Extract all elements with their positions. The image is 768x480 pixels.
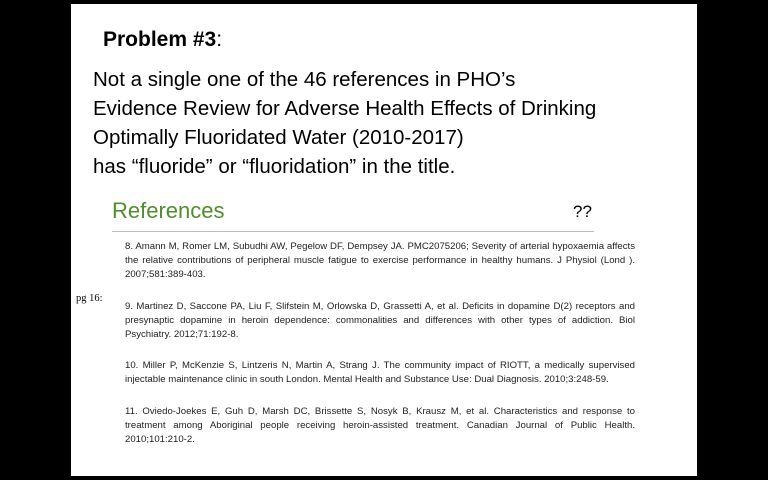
statement-line: Optimally Fluoridated Water (2010-2017) [93, 126, 464, 149]
heading-divider [112, 231, 594, 232]
statement-line: Evidence Review for Adverse Health Effects of Drinking [93, 97, 597, 120]
reference-list [125, 240, 635, 464]
reference-item: 11. Oviedo-Joekes E, Guh D, Marsh DC, Brissette S, Nosyk B, Krausz M, et al. Characteristics and response to treatment among Aboriginal people receiving heroin-assisted treatment. Canadian Journal of Public Health. 2010;101:210-2. [125, 405, 635, 446]
reference-item: 9. Martinez D, Saccone PA, Liu F, Slifstein M, Orlowska D, Grassetti A, et al. Deficits in dopamine D(2) receptors and presynaptic dopamine in heroin dependence: commonalities and differences with other types of addiction. Biol Psychiatry. 2012;71:192-8. [125, 300, 635, 341]
title-colon: : [216, 28, 223, 51]
problem-statement [93, 65, 693, 181]
slide [71, 4, 697, 476]
statement-line: has “fluoride” or “fluoridation” in the title. [93, 155, 456, 178]
page-label: pg 16: [76, 293, 103, 304]
references-heading: References [112, 198, 225, 223]
statement-line: Not a single one of the 46 references in PHO’s [93, 68, 516, 91]
title-bold: Problem #3 [103, 28, 217, 51]
reference-item: 10. Miller P, McKenzie S, Lintzeris N, Martin A, Strang J. The community impact of RIOTT, a medically supervised injectable maintenance clinic in south London. Mental Health and Substance Use: Dual Diagnosis. 2010;3:248-59. [125, 360, 635, 386]
slide-title [103, 28, 222, 52]
question-marks: ?? [573, 202, 592, 221]
reference-item: 8. Amann M, Romer LM, Subudhi AW, Pegelow DF, Dempsey JA. PMC2075206; Severity of arterial hypoxaemia affects the relative contributions of peripheral muscle fatigue to exercise performance in healthy humans. J Physiol (Lond ). 2007;581:389-403. [125, 241, 635, 281]
